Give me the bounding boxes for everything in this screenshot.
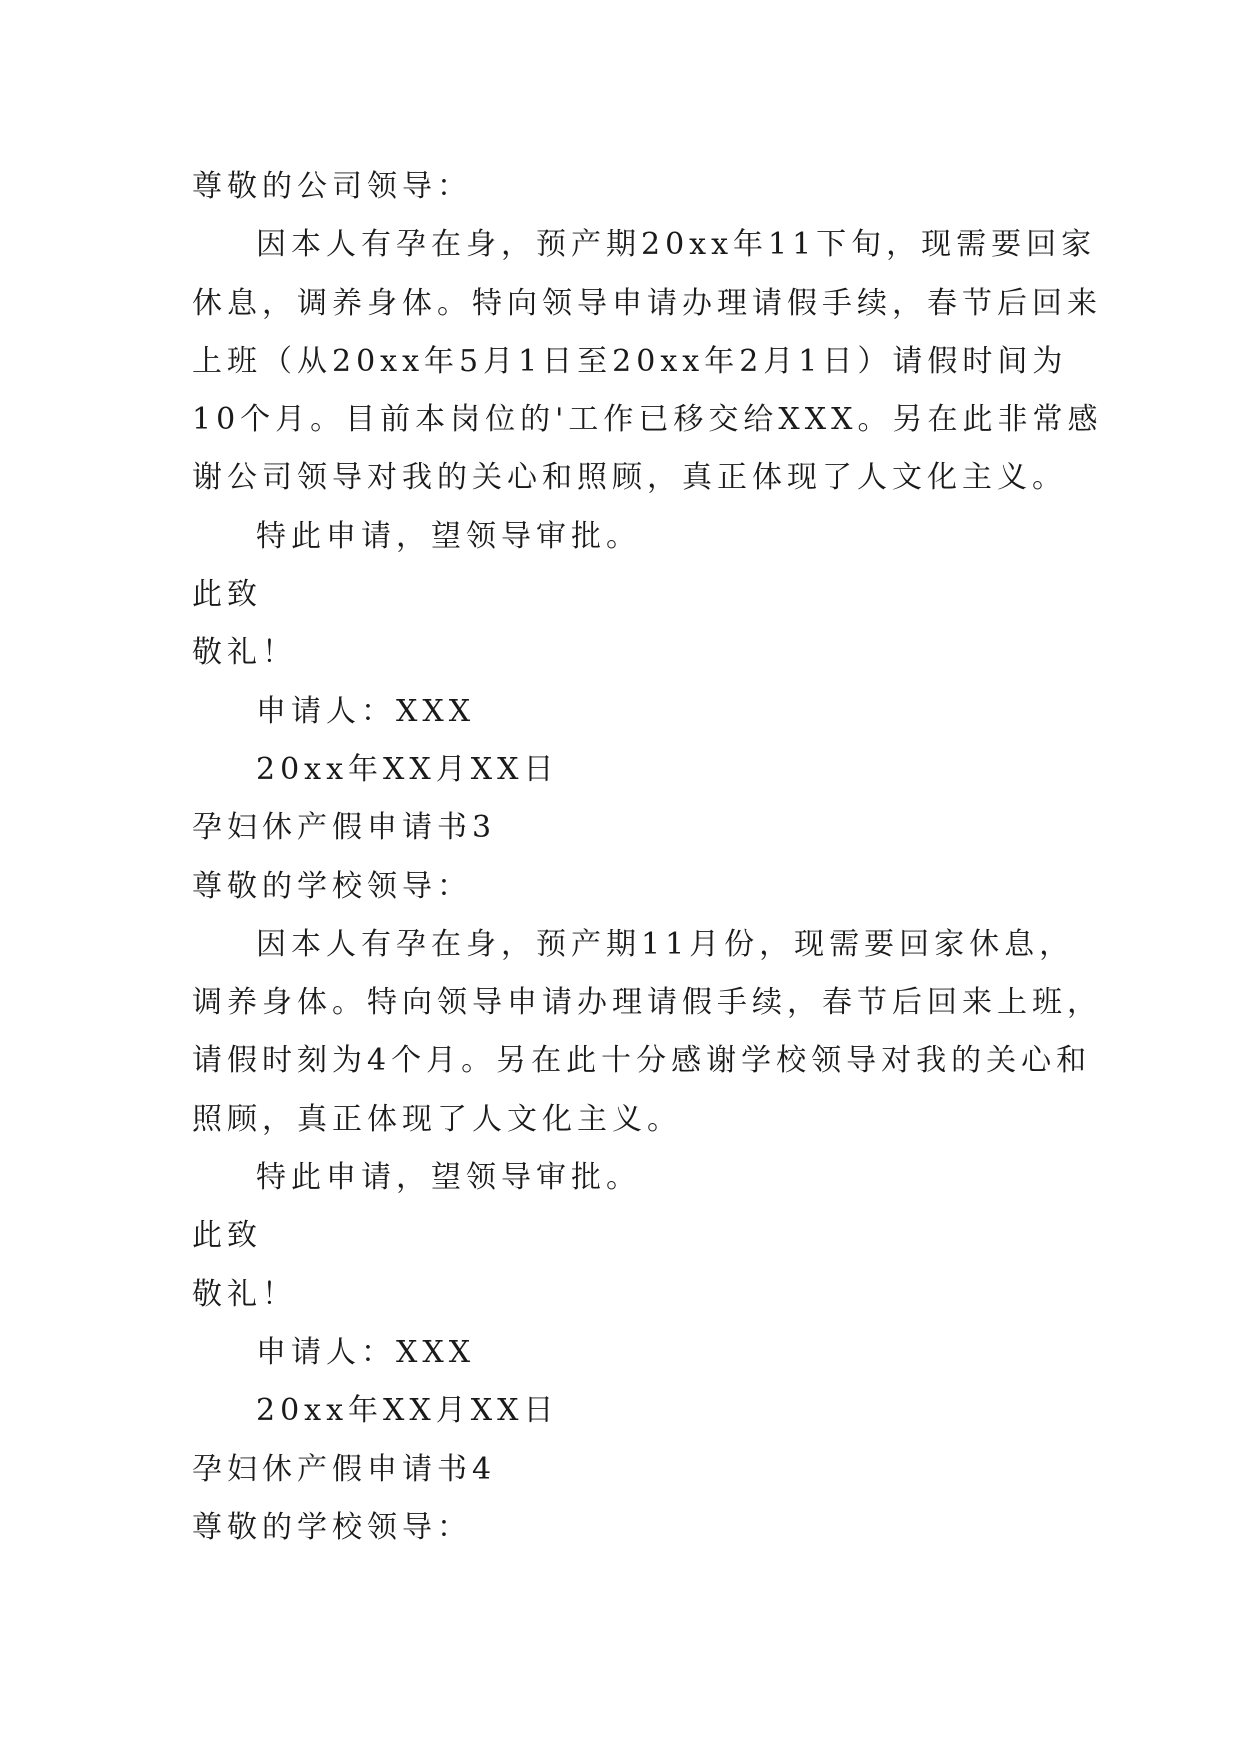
body-paragraph-line: 因本人有孕在身，预产期11月份，现需要回家休息， [256,926,1075,962]
salutation: 尊敬的学校领导： [192,868,472,904]
salutation: 尊敬的公司领导： [192,169,472,204]
body-paragraph-line: 休息，调养身体。特向领导申请办理请假手续，春节后回来 [192,285,1102,321]
closing-line: 此致 [192,577,262,613]
body-paragraph-line: 谢公司领导对我的关心和照顾，真正体现了人文化主义。 [192,460,1067,496]
body-paragraph-line: 照顾，真正体现了人文化主义。 [192,1101,682,1137]
body-paragraph-line: 调养身体。特向领导申请办理请假手续，春节后回来上班， [192,985,1102,1021]
section-title: 孕妇休产假申请书3 [192,810,497,846]
salutation: 尊敬的学校领导： [192,1509,472,1545]
request-line: 特此申请，望领导审批。 [256,1160,641,1196]
body-paragraph-line: 上班（从20xx年5月1日至20xx年2月1日）请假时间为 [192,343,1068,379]
section-title: 孕妇休产假申请书4 [192,1451,497,1487]
body-paragraph-line: 请假时刻为4个月。另在此十分感谢学校领导对我的关心和 [192,1043,1092,1079]
date-line: 20xx年XX月XX日 [256,751,559,787]
closing-line: 敬礼！ [192,635,297,671]
closing-line: 敬礼！ [192,1276,297,1312]
body-paragraph-line: 因本人有孕在身，预产期20xx年11下旬，现需要回家 [256,227,1097,263]
closing-line: 此致 [192,1218,262,1254]
body-paragraph-line: 10个月。目前本岗位的'工作已移交给XXX。另在此非常感 [192,402,1103,438]
request-line: 特此申请，望领导审批。 [256,518,641,554]
applicant-line: 申请人：XXX [256,1334,476,1370]
date-line: 20xx年XX月XX日 [256,1393,559,1429]
document-body [192,158,1103,1557]
applicant-line: 申请人：XXX [256,693,476,729]
